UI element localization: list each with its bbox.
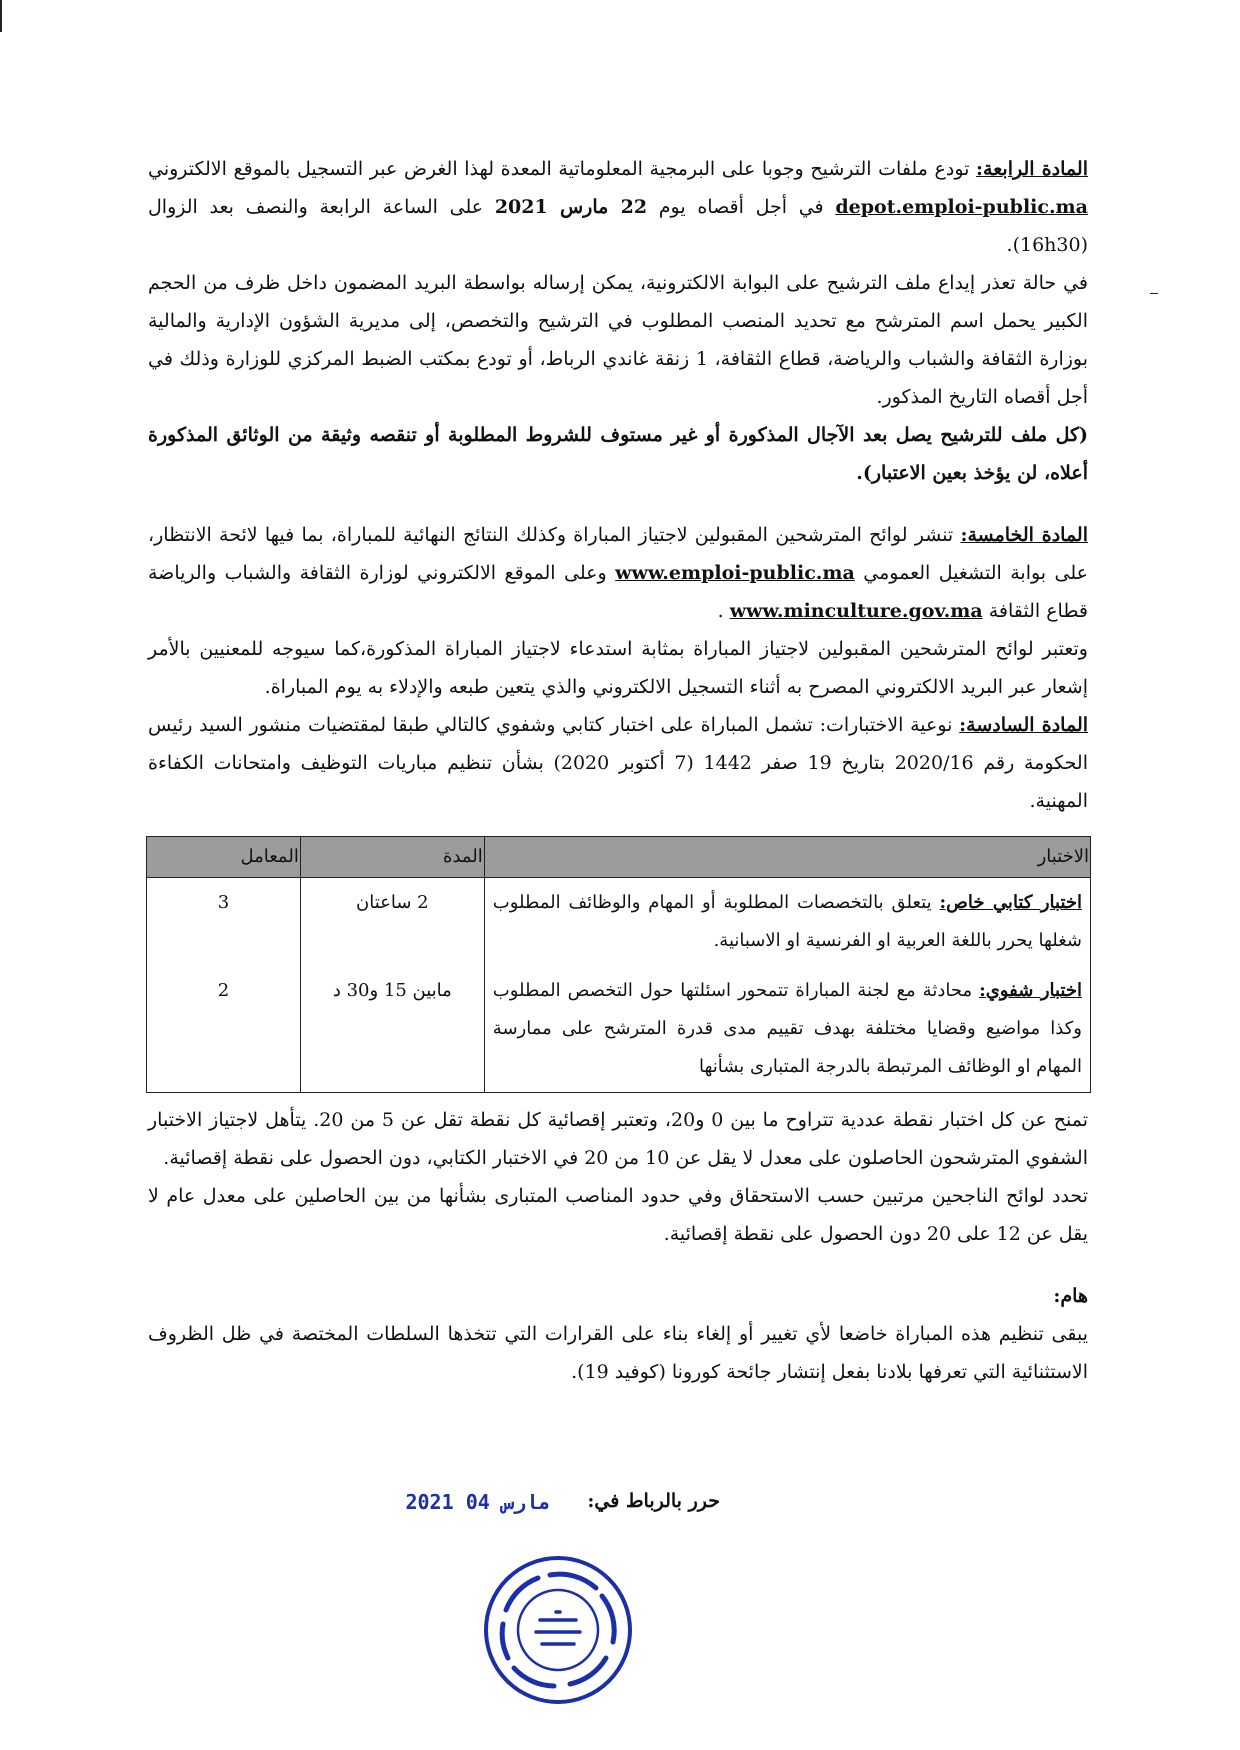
article4-note: (كل ملف للترشيح يصل بعد الآجال المذكورة أو غير مستوف للشروط المطلوبة أو تنقصه وثيقة من الوثائق المذكورة أعلاه، لن يؤخذ بعين الاعتبار). bbox=[148, 424, 1088, 484]
official-seal-icon bbox=[478, 1550, 638, 1710]
oral-exam-cell: اختبار شفوي: محادثة مع لجنة المباراة تتمحور اسئلتها حول التخصص المطلوب وكذا مواضيع وقضايا مختلفة بهدف تقييم مدى قدرة المترشح على ممارسة المهام او الوظائف المرتبطة بالدرجة المتبارى بشأنها bbox=[484, 966, 1090, 1093]
written-coefficient: 3 bbox=[147, 878, 301, 967]
written-duration: 2 ساعتان bbox=[300, 878, 484, 967]
article5-label: المادة الخامسة: bbox=[960, 524, 1089, 546]
article4-paragraph: المادة الرابعة: تودع ملفات الترشيح وجوبا على البرمجية المعلوماتية المعدة لهذا الغرض عبر التسجيل بالموقع الالكتروني depot.emploi-public.ma في أجل أقصاه يوم 22 مارس 2021 على الساعة الرابعة والنصف بعد الزوال (16h30). bbox=[148, 158, 1088, 256]
table-row bbox=[147, 966, 1091, 1093]
article5-paragraph-2: وتعتبر لوائح المترشحين المقبولين لاجتياز المباراة بمثابة استدعاء لاجتياز المباراة المذكورة،كما سيوجه للمعنيين بالأمر إشعار عبر البريد الالكتروني المصرح به أثناء التسجيل الالكتروني والذي يتعين طبعه والإدلاء به يوم المباراة. bbox=[148, 638, 1088, 698]
grading-paragraph-2: تحدد لوائح الناجحين مرتبين حسب الاستحقاق وفي حدود المناصب المتبارى بشأنها من بين الحاصلين على معدل عام لا يقل عن 12 على 20 دون الحصول على نقطة إقصائية. bbox=[148, 1185, 1088, 1245]
table-header-row bbox=[147, 837, 1091, 878]
grading-paragraph-1: تمنح عن كل اختبار نقطة عددية تتراوح ما بين 0 و20، وتعتبر إقصائية كل نقطة تقل عن 5 من 20. يتأهل لاجتياز الاختبار الشفوي المترشحون الحاصلون على معدل لا يقل عن 10 من 20 في الاختبار الكتابي، دون الحصول على نقطة إقصائية. bbox=[148, 1109, 1088, 1169]
article4-label: المادة الرابعة: bbox=[976, 158, 1088, 180]
article5-paragraph: المادة الخامسة: تنشر لوائح المترشحين المقبولين لاجتياز المباراة وكذلك النتائج النهائية للمباراة، بما فيها لائحة الانتظار، على بوابة التشغيل العمومي www.emploi-public.ma وعلى الموقع الالكتروني لوزارة الثقافة والشباب والرياضة قطاع الثقافة www.minculture.gov.ma . bbox=[148, 524, 1089, 622]
written-exam-cell: اختبار كتابي خاص: يتعلق بالتخصصات المطلوبة أو المهام والوظائف المطلوب شغلها يحرر باللغة العربية او الفرنسية او الاسبانية. bbox=[484, 878, 1090, 967]
signature-line bbox=[380, 1480, 720, 1540]
article6-paragraph: المادة السادسة: نوعية الاختبارات: تشمل المباراة على اختبار كتابي وشفوي كالتالي طبقا لمقتضيات منشور السيد رئيس الحكومة رقم 2020/16 بتاريخ 19 صفر 1442 (7 أكتوبر 2020) بشأن تنظيم مباريات التوظيف وامتحانات الكفاءة المهنية. bbox=[148, 714, 1089, 812]
important-text: يبقى تنظيم هذه المباراة خاضعا لأي تغيير أو إلغاء بناء على القرارات التي تتخذها السلطات المختصة في ظل الظروف الاستثنائية التي تعرفها بلادنا بفعل إنتشار جائحة كورونا (كوفيد 19). bbox=[148, 1323, 1088, 1383]
document-body bbox=[148, 150, 1088, 1391]
header-duration: المدة bbox=[300, 837, 484, 878]
scan-edge-mark bbox=[0, 0, 2, 32]
exam-table bbox=[146, 836, 1091, 1093]
important-title: هام: bbox=[1053, 1285, 1088, 1307]
deadline: 22 مارس 2021 bbox=[494, 196, 648, 218]
article4-mail-paragraph: في حالة تعذر إيداع ملف الترشيح على البوابة الالكترونية، يمكن إرساله بواسطة البريد المضمون داخل ظرف من الحجم الكبير يحمل اسم المترشح مع تحديد المنصب المطلوب في الترشيح والتخصص، إلى مديرية الشؤون الإدارية والمالية بوزارة الثقافة والشباب والرياضة، قطاع الثقافة، 1 زنقة غاندي الرباط، أو تودع بمكتب الضبط المركزي للوزارة وذلك في أجل أقصاه التاريخ المذكور. bbox=[148, 272, 1089, 408]
place-label: حرر بالرباط في: bbox=[587, 1490, 720, 1512]
header-exam: الاختبار bbox=[484, 837, 1090, 878]
depot-link[interactable]: depot.emploi-public.ma bbox=[835, 196, 1088, 218]
emploi-public-link[interactable]: www.emploi-public.ma bbox=[615, 562, 855, 584]
date-stamp: 2021 مارس 04 bbox=[405, 1490, 550, 1514]
oral-coefficient: 2 bbox=[147, 966, 301, 1093]
minculture-link[interactable]: www.minculture.gov.ma bbox=[729, 600, 983, 622]
scan-dash-mark bbox=[1150, 293, 1158, 294]
header-coefficient: المعامل bbox=[147, 837, 301, 878]
article6-label: المادة السادسة: bbox=[959, 714, 1089, 736]
oral-duration: مابين 15 و30 د bbox=[300, 966, 484, 1093]
table-row bbox=[147, 878, 1091, 967]
